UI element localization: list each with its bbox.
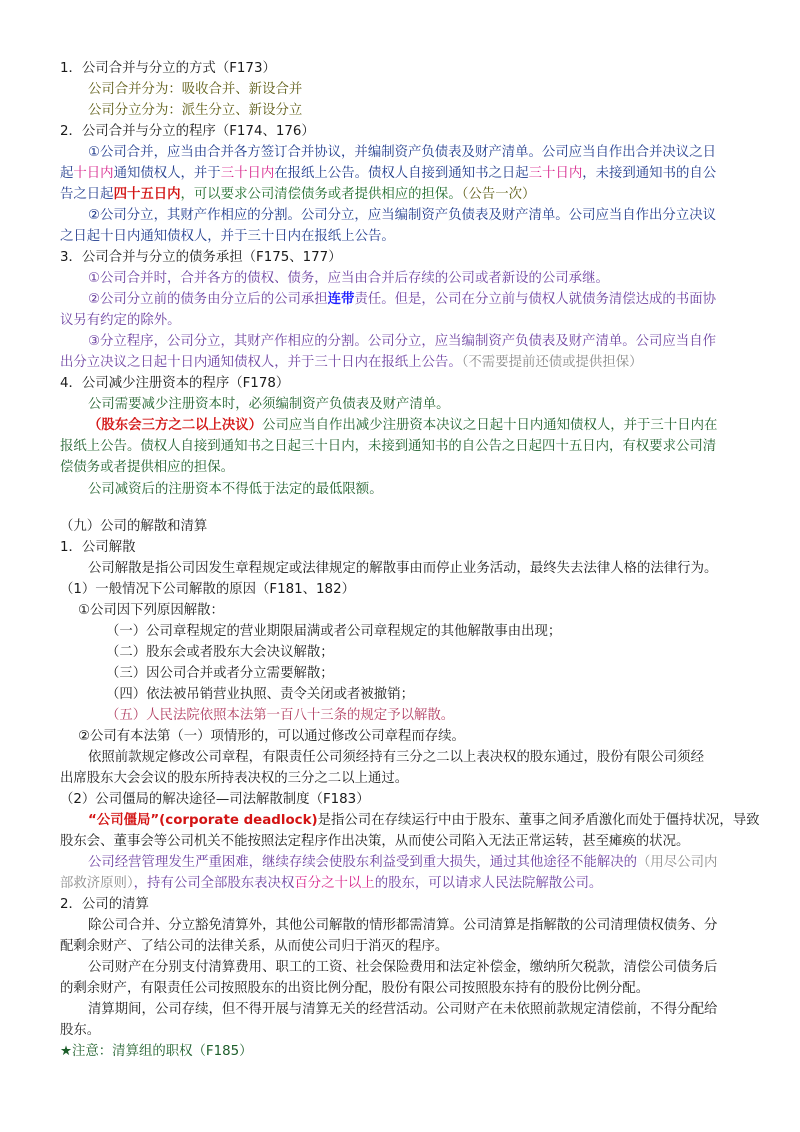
split-procedure-line2: 之日起十日内通知债权人，并于三十日内在报纸上公告。	[60, 229, 395, 244]
text: 起	[60, 166, 74, 181]
highlight-ten-percent: 百分之十以上	[294, 876, 375, 891]
split-program-line1: ③分立程序，公司分立，其财产作相应的分割。公司分立，应当编制资产负债表及财产清单。公司应当自作	[88, 334, 716, 349]
text: ②公司分立前的债务由分立后的公司承担	[88, 292, 328, 307]
dissolution-definition: 公司解散是指公司因发生章程规定或法律规定的解散事由而停止业务活动，最终失去法律人格的法律行为。	[88, 561, 718, 576]
deadlock-definition-line1	[88, 811, 760, 831]
cause-item-1: （一）公司章程规定的营业期限届满或者公司章程规定的其他解散事由出现；	[106, 624, 562, 639]
text: 通知债权人，并于	[113, 166, 221, 181]
liquidation-committee-note: ★注意：清算组的职权（F185）	[60, 1044, 253, 1059]
deadlock-heading: （2）公司僵局的解决途径—司法解散制度（F183）	[60, 792, 370, 807]
section-9-title: （九）公司的解散和清算	[60, 519, 208, 534]
text: 的股东，可以请求人民法院解散公司。	[374, 876, 603, 891]
capital-reduction-p3: 公司减资后的注册资本不得低于法定的最低限额。	[88, 482, 383, 497]
judicial-dissolution-line1	[88, 853, 717, 873]
merge-procedure-line1: ①公司合并，应当由合并各方签订合并协议，并编制资产负债表及财产清单。公司应当自作出合并决议之日	[88, 145, 716, 160]
note-announce-once: （公告一次）	[461, 187, 536, 202]
liquidation-period-line2: 股东。	[60, 1023, 101, 1038]
section-2-title: 2．公司合并与分立的程序（F174、176）	[60, 124, 315, 139]
cause-item-5: （五）人民法院依照本法第一百八十三条的规定予以解散。	[106, 708, 455, 723]
general-causes-heading: （1）一般情况下公司解散的原因（F181、182）	[60, 582, 355, 597]
note-no-early-repay: （不需要提前还债或提供担保）	[461, 355, 643, 370]
highlight-two-thirds-resolution: （股东会三方之二以上决议）	[88, 418, 263, 433]
liquidation-definition-line1: 除公司合并、分立豁免清算外，其他公司解散的情形都需清算。公司清算是指解散的公司清理债权债务、分	[88, 918, 718, 933]
merge-procedure-line2	[60, 164, 716, 184]
asset-distribution-line2: 的剩余财产，有限责任公司按照股东的出资比例分配，股份有限公司按照股东持有的股份比例分配。	[60, 981, 650, 996]
text: 是指公司在存续运行中由于股东、董事之间矛盾激化而处于僵持状况，导致	[317, 813, 760, 828]
highlight-joint-liability: 连带	[327, 292, 355, 307]
split-program-line2	[60, 353, 643, 373]
highlight-thirty-days: 三十日内	[220, 166, 275, 181]
cause-item-4: （四）依法被吊销营业执照、责令关闭或者被撤销；	[106, 687, 414, 702]
survival-detail-line1: 依照前款规定修改公司章程，有限责任公司须经持有三分之二以上表决权的股东通过，股份有限公司须经	[88, 750, 704, 765]
liquidation-heading: 2．公司的清算	[60, 897, 149, 912]
causes-intro: ①公司因下列原因解散：	[78, 603, 224, 618]
cause-item-2: （二）股东会或者股东大会决议解散；	[106, 645, 334, 660]
capital-reduction-p2-line2: 报纸上公告。债权人自接到通知书之日起三十日内，未接到通知书的自公告之日起四十五日内，有权要求公司清	[60, 439, 717, 454]
highlight-thirty-days: 三十日内	[528, 166, 583, 181]
text: 公司经营管理发生严重困难，继续存续会使股东利益受到重大损失，通过其他途径不能解决的	[88, 855, 638, 870]
capital-reduction-p2-line1	[88, 416, 717, 436]
asset-distribution-line1: 公司财产在分别支付清算费用、职工的工资、社会保险费用和法定补偿金，缴纳所欠税款，清偿公司债务后	[88, 960, 718, 975]
note-exhaust-remedies: （用尽公司内	[637, 855, 718, 870]
split-types: 公司分立分为：派生分立、新设分立	[88, 103, 303, 118]
text: ，持有公司全部股东表决权	[133, 876, 295, 891]
text: 出分立决议之日起十日内通知债权人，并于三十日内在报纸上公告。	[60, 355, 462, 370]
debt-split-line2: 议另有约定的除外。	[60, 313, 181, 328]
dissolution-heading: 1．公司解散	[60, 540, 136, 555]
debt-merge: ①公司合并时，合并各方的债权、债务，应当由合并后存续的公司或者新设的公司承继。	[88, 271, 609, 286]
highlight-deadlock-term: “公司僵局”(corporate deadlock)	[88, 813, 318, 828]
text: 在报纸上公告。债权人自接到通知书之日起	[274, 166, 529, 181]
capital-reduction-p1: 公司需要减少注册资本时，必须编制资产负债表及财产清单。	[88, 397, 450, 412]
liquidation-definition-line2: 配剩余财产、了结公司的法律关系，从而使公司归于消灭的程序。	[60, 939, 449, 954]
merge-types: 公司合并分为：吸收合并、新设合并	[88, 82, 303, 97]
text: ，可以要求公司清偿债务或者提供相应的担保。	[180, 187, 462, 202]
liquidation-period-line1: 清算期间，公司存续，但不得开展与清算无关的经营活动。公司财产在未依照前款规定清偿前，不得分配给	[88, 1002, 718, 1017]
text: 告之日起	[60, 187, 114, 202]
text: ，未接到通知书的自公	[582, 166, 717, 181]
split-procedure-line1: ②公司分立，其财产作相应的分割。公司分立，应当编制资产负债表及财产清单。公司应当自作出分立决议	[88, 208, 716, 223]
section-1-title: 1．公司合并与分立的方式（F173）	[60, 61, 276, 76]
section-4-title: 4．公司减少注册资本的程序（F178）	[60, 376, 290, 391]
highlight-ten-days: 十日内	[73, 166, 114, 181]
merge-procedure-line3	[60, 185, 535, 205]
text: 责任。但是，公司在分立前与债权人就债务清偿达成的书面协	[354, 292, 716, 307]
section-3-title: 3．公司合并与分立的债务承担（F175、177）	[60, 250, 342, 265]
cause-item-3: （三）因公司合并或者分立需要解散；	[106, 666, 334, 681]
text: 公司应当自作出减少注册资本决议之日起十日内通知债权人，并于三十日内在	[262, 418, 718, 433]
debt-split-line1	[88, 290, 716, 310]
survival-detail-line2: 出席股东大会会议的股东所持表决权的三分之二以上通过。	[60, 771, 409, 786]
judicial-dissolution-line2	[60, 874, 602, 894]
note-exhaust-remedies: 部救济原则）	[60, 876, 134, 891]
capital-reduction-p2-line3: 偿债务或者提供相应的担保。	[60, 460, 235, 475]
highlight-forty-five-days: 四十五日内	[113, 187, 181, 202]
survival-clause: ②公司有本法第（一）项情形的，可以通过修改公司章程而存续。	[78, 729, 465, 744]
deadlock-definition-line2: 股东会、董事会等公司机关不能按照法定程序作出决策，从而使公司陷入无法正常运转，甚至瘫痪的状况。	[60, 834, 690, 849]
